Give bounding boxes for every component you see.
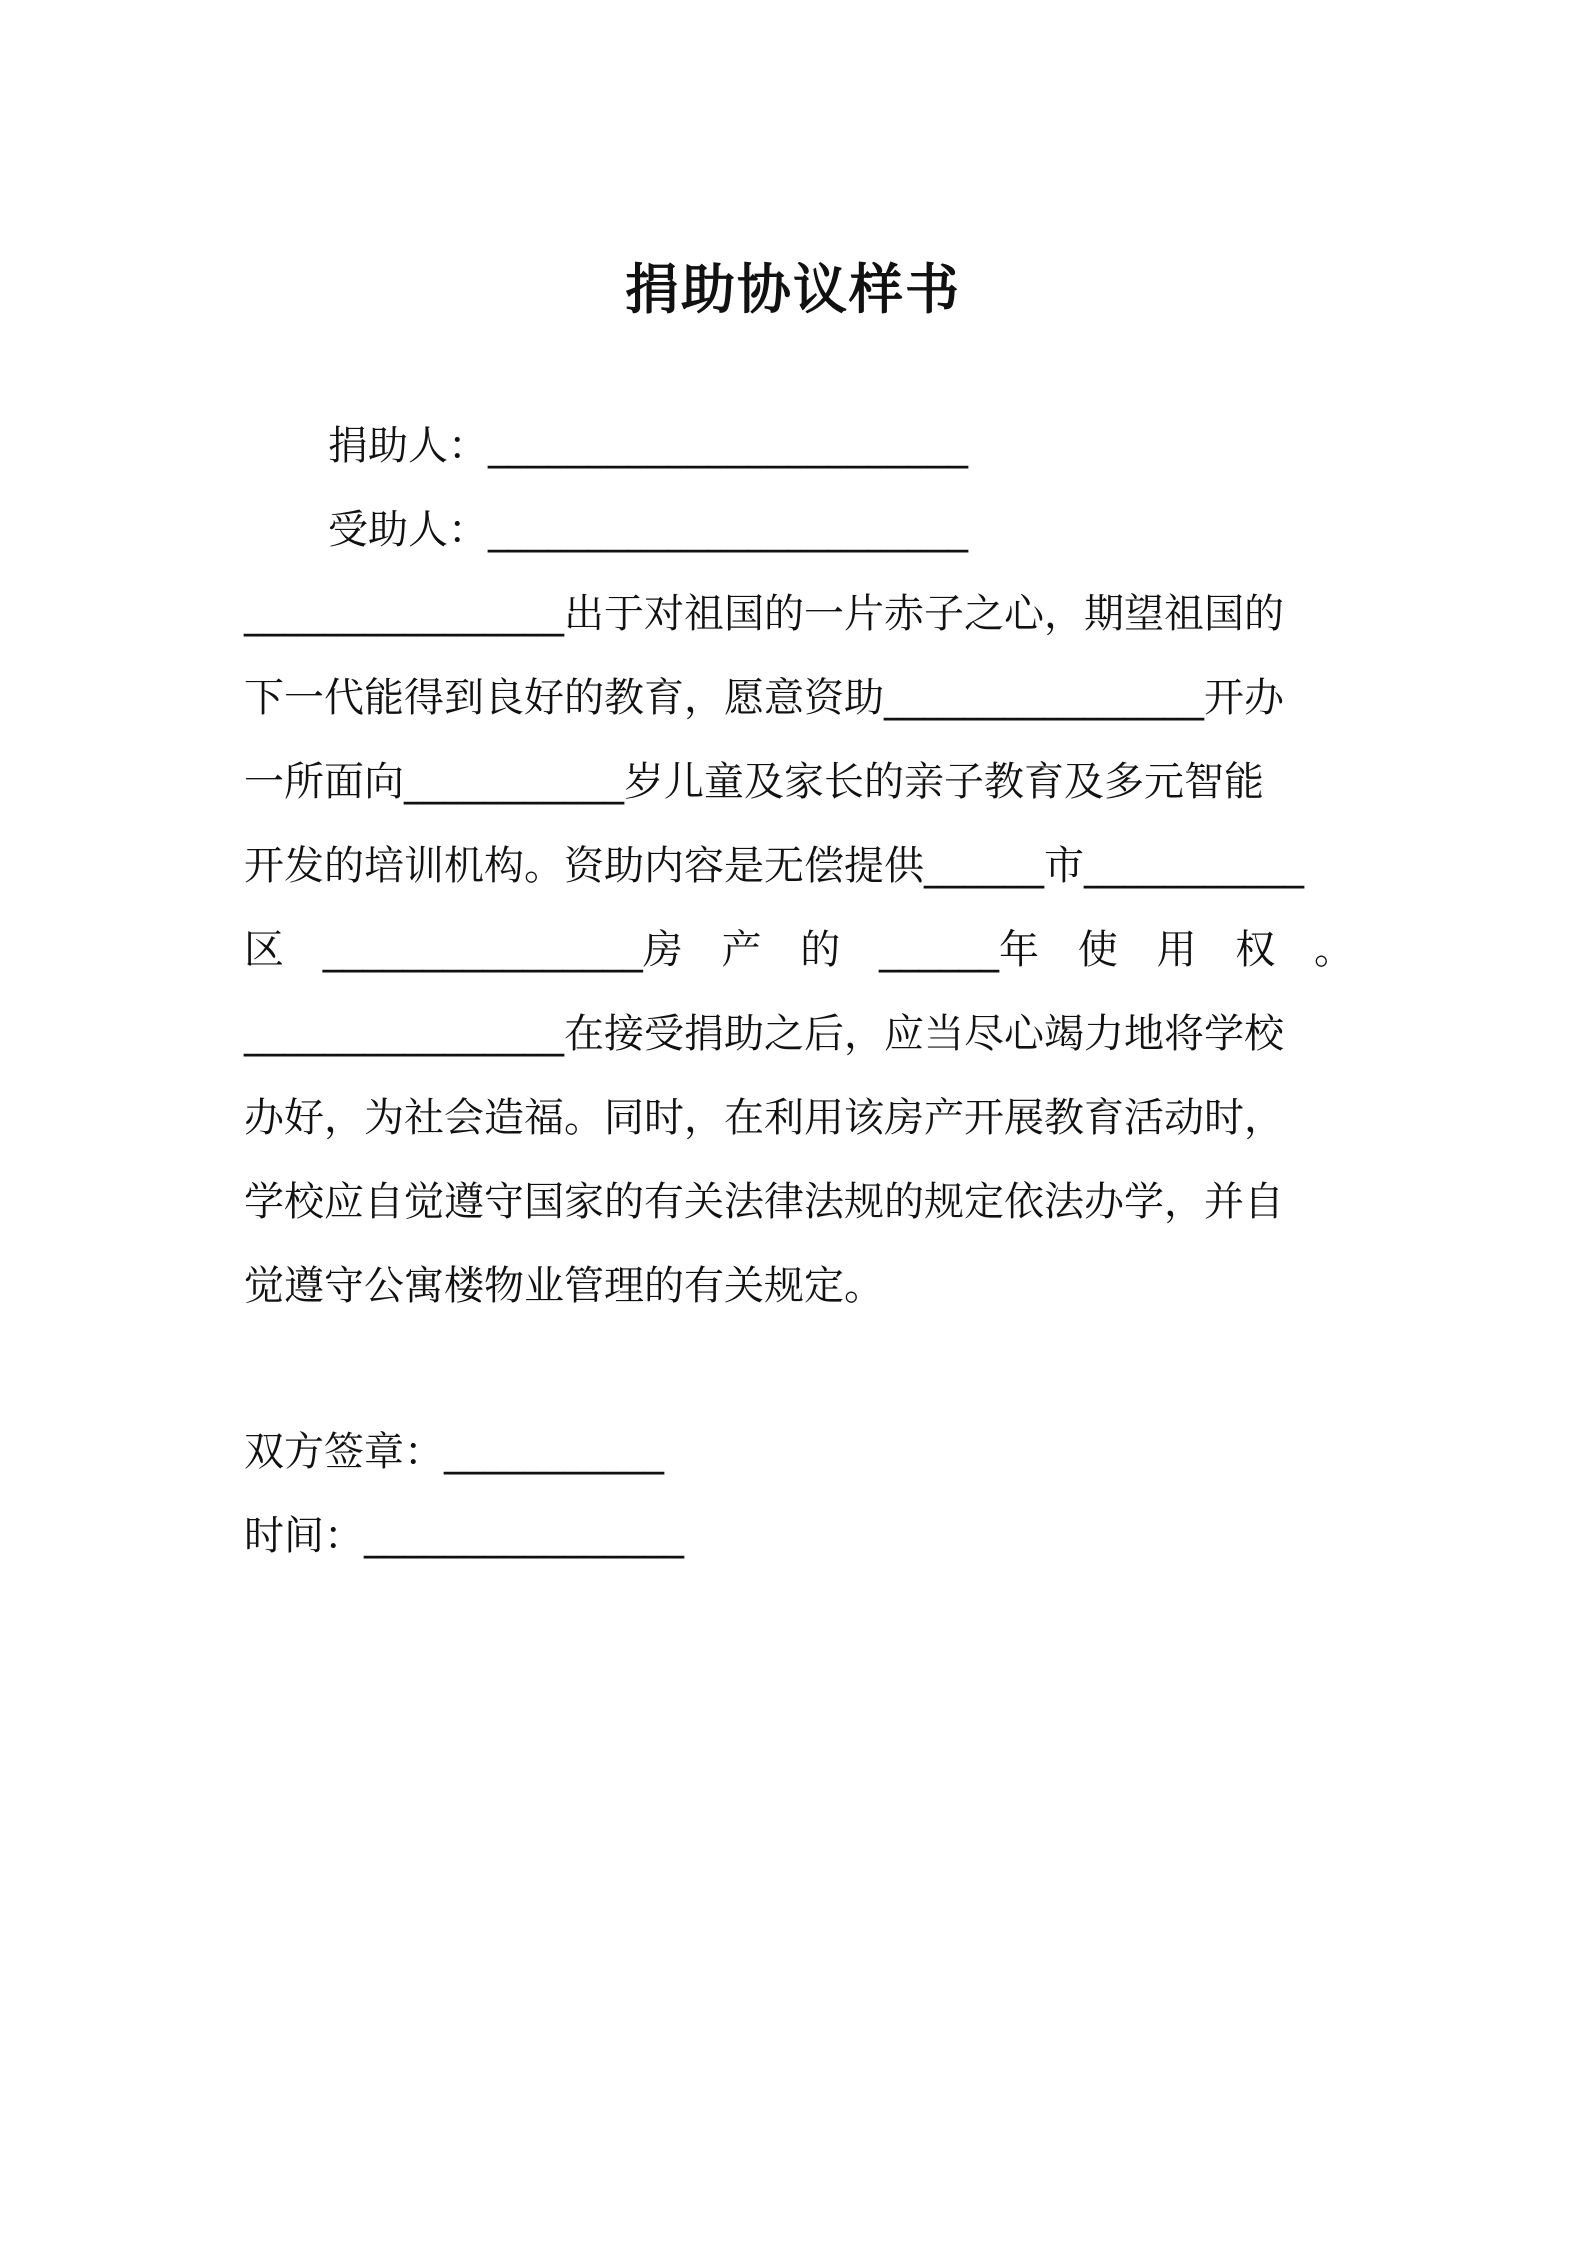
spread-segment: 用	[1156, 927, 1197, 973]
body-line: 觉遵守公寓楼物业管理的有关规定。	[244, 1263, 884, 1309]
spread-segment: 。	[1314, 927, 1354, 973]
body-line: 办好，为社会造福。同时，在利用该房产开展教育活动时，	[244, 1095, 1284, 1141]
spread-segment: 的	[800, 927, 841, 973]
body-line: 开发的培训机构。资助内容是无偿提供______市___________	[244, 843, 1304, 889]
body-line: 学校应自觉遵守国家的有关法律法规的规定依法办学，并自	[244, 1179, 1284, 1225]
body-line-spread	[244, 922, 1354, 978]
spread-segment: 区	[244, 927, 284, 973]
body-line: ________________在接受捐助之后，应当尽心竭力地将学校	[244, 1011, 1284, 1057]
donor-field: 捐助人：________________________	[328, 423, 968, 469]
spread-segment: ________________房	[322, 927, 683, 973]
date-field: 时间：________________	[244, 1513, 684, 1559]
body-line: 一所面向___________岁儿童及家长的亲子教育及多元智能	[244, 759, 1264, 805]
spread-segment: 产	[721, 927, 762, 973]
body-line: 下一代能得到良好的教育，愿意资助________________开办	[244, 675, 1284, 721]
page-title: 捐助协议样书	[625, 258, 961, 321]
signature-field: 双方签章：___________	[244, 1429, 664, 1475]
body-line: ________________出于对祖国的一片赤子之心，期望祖国的	[244, 591, 1284, 637]
spread-segment: ______年	[879, 927, 1039, 973]
spread-segment: 使	[1077, 927, 1118, 973]
recipient-field: 受助人：________________________	[328, 507, 968, 553]
spread-segment: 权	[1235, 927, 1276, 973]
